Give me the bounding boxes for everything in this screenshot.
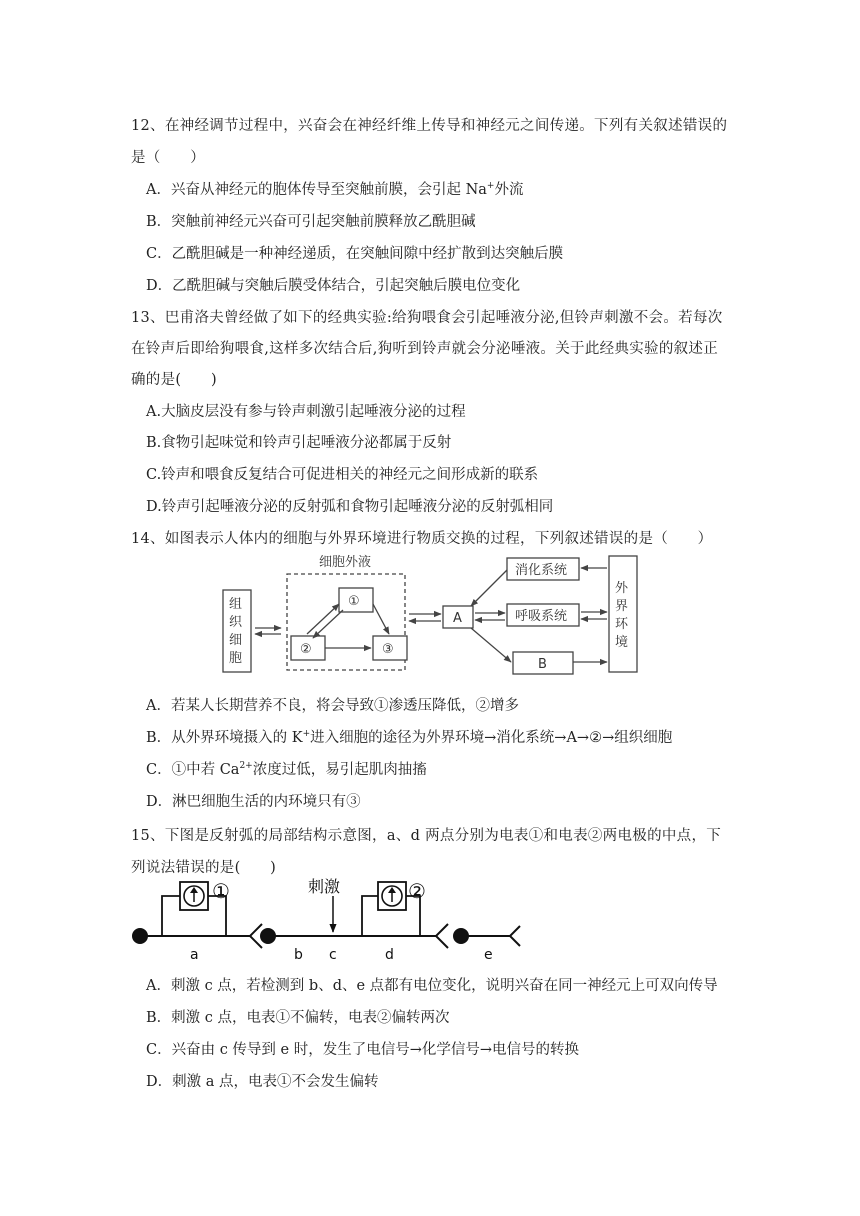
label-2: ② [300,642,312,657]
label-meter-1: ① [212,879,230,903]
q12-stem-line-2: 是（ ） [131,150,205,166]
fig15-diagram [126,876,526,966]
label-a: A [453,611,462,626]
q12-option-c[interactable]: C．乙酰胆碱是一种神经递质，在突触间隙中经扩散到达突触后膜 [146,246,564,262]
label-a: a [190,947,199,963]
q14-option-d[interactable]: D．淋巴细胞生活的内环境只有③ [146,794,361,810]
q13-option-c[interactable]: C.铃声和喂食反复结合可促进相关的神经元之间形成新的联系 [146,467,539,483]
q12-option-a[interactable]: A．兴奋从神经元的胞体传导至突触前膜，会引起 Na+外流 [146,181,524,198]
q13-option-d[interactable]: D.铃声引起唾液分泌的反射弧和食物引起唾液分泌的反射弧相同 [146,499,554,515]
arrow-digestive-to-a [471,570,507,606]
label-stimulus: 刺激 [308,877,341,896]
q15-option-c[interactable]: C．兴奋由 c 传导到 e 时，发生了电信号→化学信号→电信号的转换 [146,1042,580,1058]
fig14-diagram [215,548,645,680]
q14-option-c[interactable]: C．①中若 $Ca^{2+}$浓度过低，易引起肌肉抽搐 [146,761,427,778]
q12-option-d[interactable]: D．乙酰胆碱与突触后膜受体结合，引起突触后膜电位变化 [146,278,521,294]
label-extracellular: 细胞外液 [319,555,372,570]
q13-stem-line-2: 在铃声后即给狗喂食,这样多次结合后,狗听到铃声就会分泌唾液。关于此经典实验的叙述正 [131,341,719,357]
q15-option-d[interactable]: D．刺激 a 点，电表①不会发生偏转 [146,1074,379,1090]
q12-stem-line-1: 12、在神经调节过程中，兴奋会在神经纤维上传导和神经元之间传递。下列有关叙述错误的 [131,118,728,134]
q12-option-b[interactable]: B．突触前神经元兴奋可引起突触前膜释放乙酰胆碱 [146,214,476,230]
label-respiratory: 呼吸系统 [515,609,568,624]
label-b: b [294,947,303,963]
label-tissue-cell-1: 组 [229,597,243,612]
q15-stem-line-2: 列说法错误的是( ) [131,860,277,876]
q15-stem-line-1: 15、下图是反射弧的局部结构示意图，a、d 两点分别为电表①和电表②两电极的中点，下 [131,828,722,844]
q13-option-b[interactable]: B.食物引起味觉和铃声引起唾液分泌都属于反射 [146,435,452,451]
label-tissue-cell-4: 胞 [229,651,243,666]
q15-option-a[interactable]: A．刺激 c 点，若检测到 b、d、e 点都有电位变化，说明兴奋在同一神经元上可双向传导 [146,978,718,994]
neuron-3-soma [454,929,468,943]
arrow-a-to-b [471,628,511,662]
label-tissue-cell-3: 细 [229,633,243,648]
q13-stem-line-1: 13、巴甫洛夫曾经做了如下的经典实验:给狗喂食会引起唾液分泌,但铃声刺激不会。若每次 [131,310,723,326]
label-1: ① [348,594,360,609]
label-tissue-cell-2: 织 [229,615,243,630]
q13-option-a[interactable]: A.大脑皮层没有参与铃声刺激引起唾液分泌的过程 [146,404,466,420]
label-c: c [329,947,337,963]
external-environment-box [609,556,637,672]
neuron-1-soma [133,929,147,943]
label-external-4: 境 [615,635,629,650]
neuron-3-ending [510,926,520,946]
label-digestive: 消化系统 [515,563,568,578]
label-3: ③ [382,642,394,657]
arrow-1-to-3 [373,604,389,634]
label-external-1: 外 [615,581,629,596]
q14-stem: 14、如图表示人体内的细胞与外界环境进行物质交换的过程，下列叙述错误的是（ ） [131,531,713,547]
q14-option-b[interactable]: B．从外界环境摄入的 K+进入细胞的途径为外界环境→消化系统→A→②→组织细胞 [146,729,673,746]
q15-option-b[interactable]: B．刺激 c 点，电表①不偏转，电表②偏转两次 [146,1010,450,1026]
label-d: d [385,947,394,963]
label-e: e [484,947,493,963]
synapse-2 [436,924,448,948]
label-meter-2: ② [408,879,426,903]
neuron-2-soma [261,929,275,943]
q13-stem-line-3: 确的是( ) [131,372,217,388]
q14-option-a[interactable]: A．若某人长期营养不良，将会导致①渗透压降低，②增多 [146,698,519,714]
label-external-3: 环 [615,617,629,632]
label-b: B [538,657,547,672]
label-external-2: 界 [615,599,629,614]
